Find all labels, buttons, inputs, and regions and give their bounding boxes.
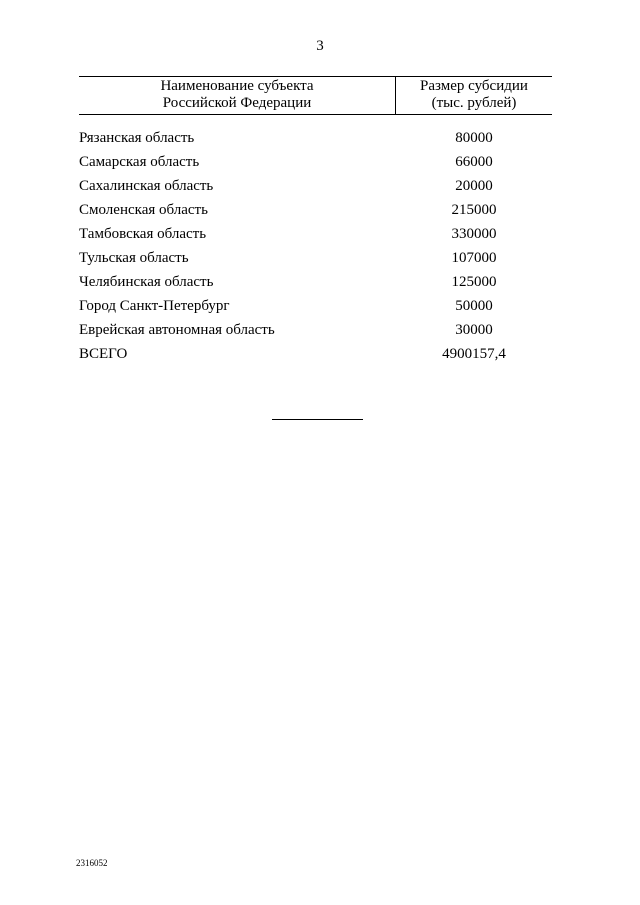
subsidy-amount: 330000 bbox=[451, 226, 497, 242]
region-name: Тамбовская область bbox=[79, 226, 207, 242]
page-number: 3 bbox=[316, 38, 324, 54]
table-row bbox=[79, 129, 552, 153]
header-subsidy-amount-line2: (тыс. рублей) bbox=[431, 95, 517, 111]
table-row bbox=[79, 273, 552, 297]
region-name: Сахалинская область bbox=[79, 178, 214, 194]
table-header bbox=[79, 76, 552, 115]
total-label: ВСЕГО bbox=[79, 346, 128, 362]
subsidy-amount: 30000 bbox=[455, 322, 493, 338]
region-name: Город Санкт-Петербург bbox=[79, 298, 230, 314]
end-of-document-line bbox=[272, 419, 363, 420]
region-name: Челябинская область bbox=[79, 274, 214, 290]
region-name: Еврейская автономная область bbox=[79, 322, 275, 338]
table-body bbox=[79, 129, 552, 369]
region-name: Смоленская область bbox=[79, 202, 208, 218]
table-row bbox=[79, 249, 552, 273]
header-subsidy-amount bbox=[396, 78, 552, 112]
subsidy-amount: 215000 bbox=[451, 202, 497, 218]
subsidy-amount: 50000 bbox=[455, 298, 493, 314]
table-row bbox=[79, 225, 552, 249]
table-row bbox=[79, 153, 552, 177]
header-region-name-line2: Российской Федерации bbox=[162, 95, 312, 111]
table-total-row bbox=[79, 345, 552, 369]
region-name: Тульская область bbox=[79, 250, 189, 266]
header-region-name bbox=[79, 78, 395, 112]
document-code: 2316052 bbox=[76, 858, 108, 868]
total-amount: 4900157,4 bbox=[442, 346, 506, 362]
header-region-name-line1: Наименование субъекта bbox=[160, 78, 314, 94]
header-subsidy-amount-line1: Размер субсидии bbox=[420, 78, 528, 94]
table-row bbox=[79, 201, 552, 225]
subsidy-amount: 80000 bbox=[455, 130, 493, 146]
subsidy-amount: 107000 bbox=[451, 250, 497, 266]
subsidy-amount: 66000 bbox=[455, 154, 493, 170]
subsidy-amount: 125000 bbox=[451, 274, 497, 290]
table-row bbox=[79, 321, 552, 345]
table-row bbox=[79, 177, 552, 201]
region-name: Самарская область bbox=[79, 154, 200, 170]
subsidy-amount: 20000 bbox=[455, 178, 493, 194]
table-row bbox=[79, 297, 552, 321]
region-name: Рязанская область bbox=[79, 130, 195, 146]
